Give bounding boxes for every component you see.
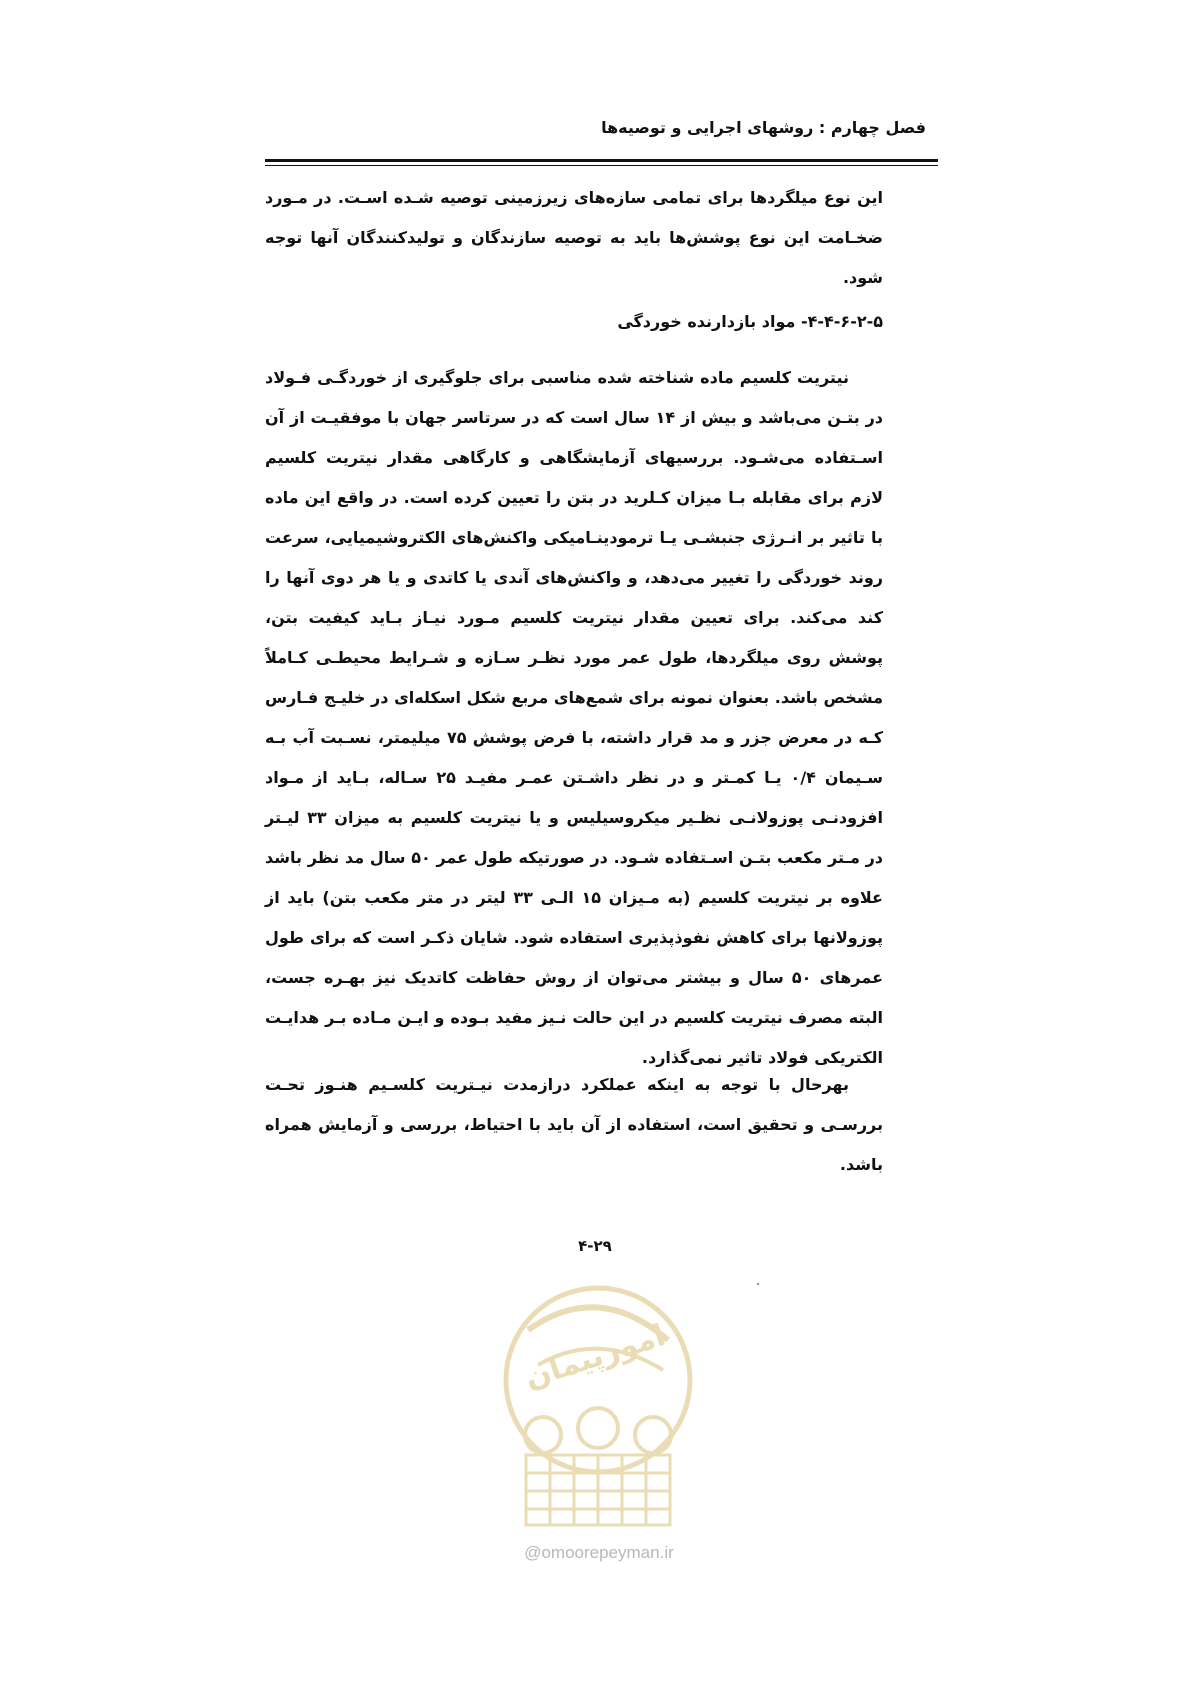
- chapter-header: فصل چهارم : روشهای اجرایی و توصیه‌ها: [601, 118, 926, 137]
- closing-paragraph-text: بهرحال با توجه به اینکه عملکرد درازمدت نیـتریت کلسـیم هنـوز تحـت بررسـی و تحقیق است، استفاده از آن باید با احتیاط، بررسی و آزمایش همراه باشد.: [265, 1075, 883, 1174]
- main-paragraph-text: نیتریت کلسیم ماده شناخته شده مناسبی برای جلوگیری از خوردگـی فـولاد در بتـن می‌باشد و بیش از ۱۴ سال است که در سرتاسر جهان با موفقیـت از آن اسـتفاده می‌شـود. بررسیهای آزمایشگاهی و کارگاهی مقدار نیتریت کلسیم لازم برای مقابله بـا میزان کـلرید در بتن را تعیین کرده است. در واقع این ماده با تاثیر بر انـرژی جنبشـی یـا ترمودینـامیکی واکنش‌های الکتروشیمیایی، سرعت روند خوردگی را تغییر می‌دهد، و واکنش‌های آندی یا کاتدی و یا هر دوی آنها را کند می‌کند. برای تعیین مقدار نیتریت کلسیم مـورد نیـاز بـاید کیفیت بتن، پوشش روی میلگردها، طول عمر مورد نظـر سـازه و شـرایط محیطـی کـاملاً مشخص باشد. بعنوان نمونه برای شمع‌های مربع شکل اسکله‌ای در خلیـج فـارس کـه در معرض جزر و مد قرار داشته، با فرض پوشش ۷۵ میلیمتر، نسـبت آب بـه سـیمان ۰/۴ یـا کمـتر و در نظر داشـتن عمـر مفیـد ۲۵ سـاله، بـاید از مـواد افزودنـی پوزولانـی نظـیر میکروسیلیس و یا نیتریت کلسیم به میزان ۳۳ لیـتر در مـتر مکعب بتـن اسـتفاده شـود. در صورتیکه طول عمر ۵۰ سال مد نظر باشد علاوه بر نیتریت کلسیم (به مـیزان ۱۵ الـی ۳۳ لیتر در متر مکعب بتن) باید از پوزولانها برای کاهش نفوذپذیری استفاده شود. شایان ذکـر است که برای طول عمرهای ۵۰ سال و بیشتر می‌توان از روش حفاظت کاتدیک نیز بهـره جست، البته مصرف نیتریت کلسیم در این حالت نـیز مفید بـوده و ایـن مـاده بـر هدایـت الکتریکی فولاد تاثیر نمی‌گذارد.: [265, 368, 884, 1067]
- closing-paragraph: [265, 1065, 883, 1185]
- watermark-url: @omoorepeyman.ir: [524, 1543, 674, 1562]
- header-rule-thin: [265, 165, 938, 166]
- intro-paragraph: [265, 178, 883, 298]
- header-rule-thick: [265, 159, 938, 162]
- watermark-logo-icon: [468, 1270, 728, 1570]
- page-number: ۴-۲۹: [578, 1237, 612, 1255]
- scan-speck: [757, 1283, 759, 1285]
- main-paragraph: [265, 358, 883, 1078]
- section-heading: ۴-۴-۶-۲-۵- مواد بازدارنده خوردگی: [617, 312, 883, 331]
- intro-paragraph-text: این نوع میلگردها برای تمامی سازه‌های زیرزمینی توصیه شـده اسـت. در مـورد ضخـامت این نوع پوشش‌ها باید به توصیه سازندگان و تولیدکنندگان آنها توجه شود.: [265, 188, 883, 287]
- watermark-logo-text: امورپیمان: [520, 1317, 670, 1397]
